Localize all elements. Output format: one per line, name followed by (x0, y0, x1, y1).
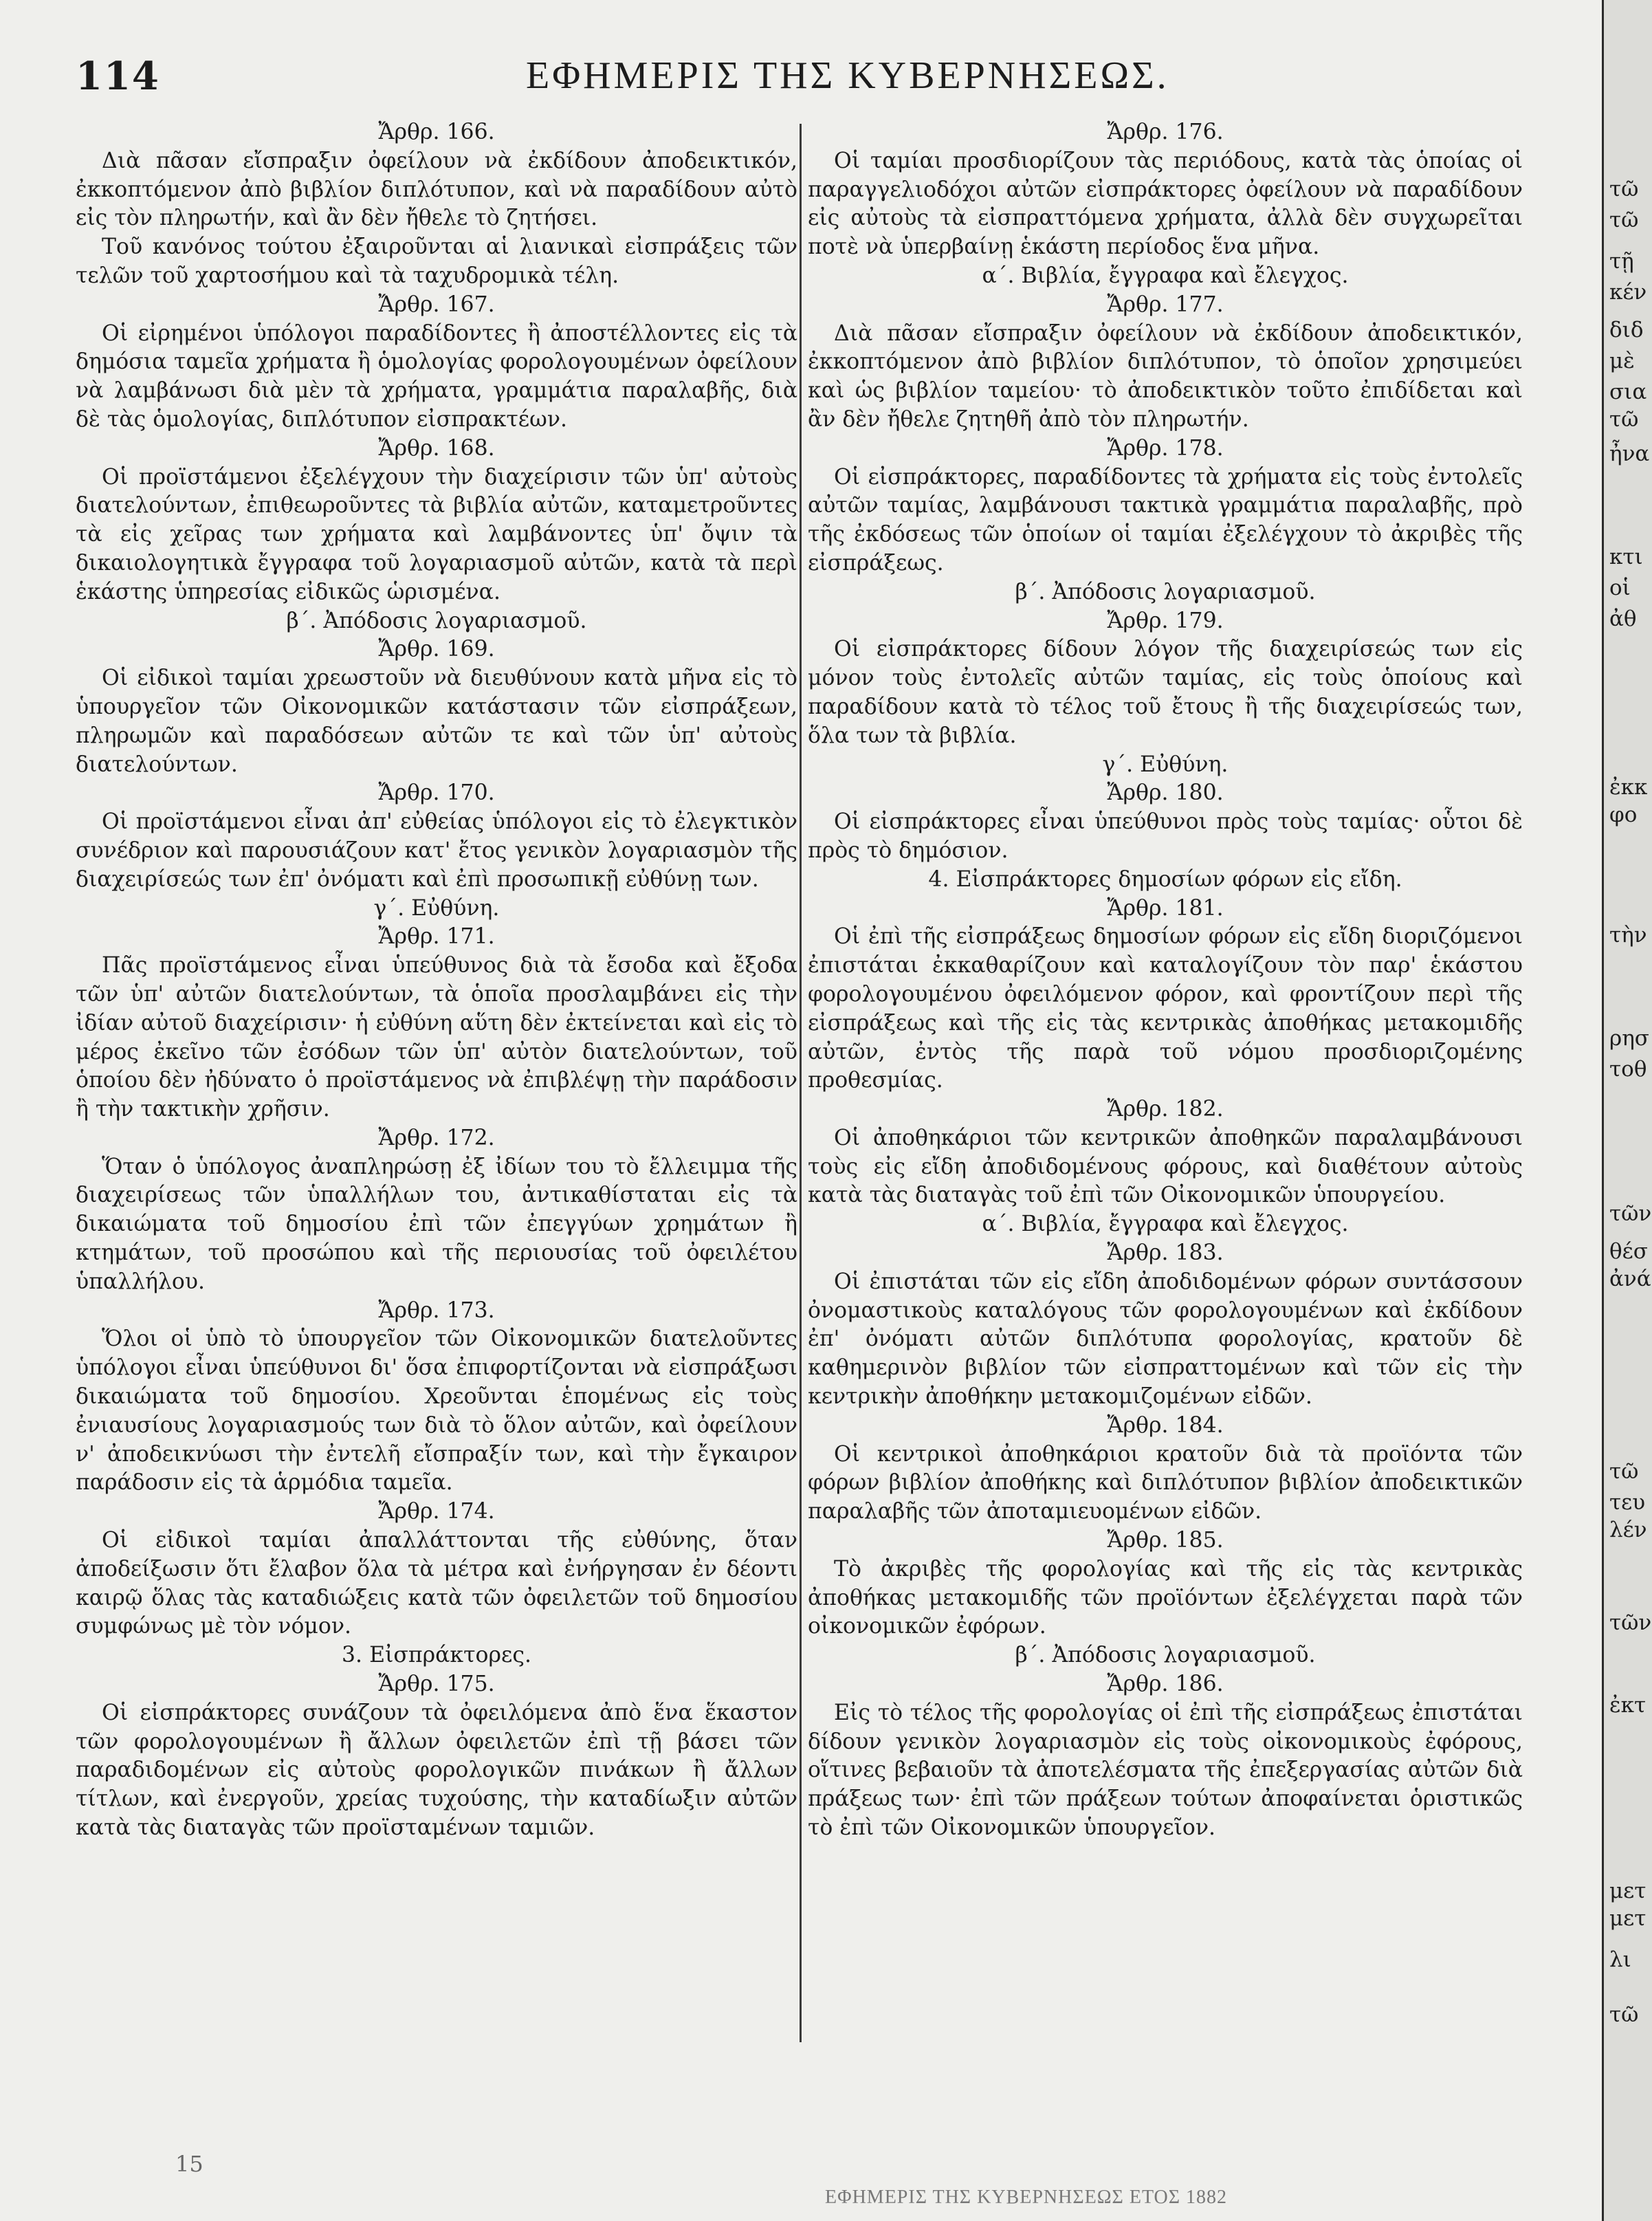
article-paragraph: Τοῦ κανόνος τούτου ἐξαιροῦνται αἱ λιανικαὶ εἰσπράξεις τῶν τελῶν τοῦ χαρτοσήμου καὶ τὰ ταχυδρομικὰ τέλη. (76, 234, 797, 288)
edge-fragment: ἐκκ (1609, 775, 1648, 800)
article-heading: Ἄρθρ. 183. (1107, 1240, 1224, 1266)
adjacent-page-edge (1602, 0, 1652, 2221)
article-paragraph: Οἱ ἐπὶ τῆς εἰσπράξεως δημοσίων φόρων εἰς εἴδη διοριζόμενοι ἐπιστάται ἐκκαθαρίζουν καὶ καταλογίζουν τὸν παρ' ἑκάστου φορολογουμένου ὀφειλόμενον φόρον, καὶ φροντίζουν περὶ τῆς εἰσπράξεως καὶ τῆς εἰς τὰς κεντρικὰς ἀποθήκας μετακομιδῆς αὐτῶν, ἐντὸς τῆς παρὰ τοῦ νόμου προσδιοριζομένης προθεσμίας. (808, 924, 1523, 1093)
article-heading: Ἄρθρ. 174. (378, 1499, 495, 1524)
article-heading: γ΄. Εὐθύνη. (373, 895, 500, 921)
article-heading: Ἄρθρ. 177. (1107, 292, 1224, 317)
article-heading: γ΄. Εὐθύνη. (1102, 752, 1229, 777)
article-paragraph: Οἱ εἰσπράκτορες δίδουν λόγον τῆς διαχειρίσεώς των εἰς μόνον τοὺς ἐντολεῖς αὐτῶν ταμίας, εἰς τοὺς ὁποίους καὶ παραδίδουν κατὰ τὸ τέλος τοῦ ἔτους ἢ τῆς διαχειρίσεώς των, ὅλα των τὰ βιβλία. (808, 637, 1523, 748)
edge-fragment: τῶ (1609, 407, 1639, 432)
edge-fragment: ἀνά (1609, 1267, 1651, 1291)
article-heading: Ἄρθρ. 170. (378, 780, 495, 806)
edge-fragment: σια (1609, 380, 1647, 404)
edge-fragment: ρησ (1609, 1026, 1649, 1051)
edge-fragment: τὴν (1609, 923, 1647, 948)
edge-fragment: λι (1609, 1947, 1631, 1972)
article-heading: Ἄρθρ. 184. (1107, 1412, 1224, 1438)
article-heading: α΄. Βιβλία, ἔγγραφα καὶ ἔλεγχος. (982, 263, 1349, 288)
article-heading: Ἄρθρ. 176. (1107, 120, 1224, 144)
article-paragraph: Τὸ ἀκριβὲς τῆς φορολογίας καὶ τῆς εἰς τὰς κεντρικὰς ἀποθήκας μετακομιδῆς τῶν προϊόντων ἐξελέγχεται παρὰ τῶν οἰκονομικῶν ἐφόρων. (808, 1556, 1523, 1639)
edge-fragment: ἦνα (1609, 441, 1650, 466)
edge-fragment: μετ (1609, 1906, 1647, 1931)
column-divider (800, 124, 802, 2042)
article-paragraph: Διὰ πᾶσαν εἴσπραξιν ὀφείλουν νὰ ἐκδίδουν ἀποδεικτικόν, ἐκκοπτόμενον ἀπὸ βιβλίον διπλότυπον, καὶ νὰ παραδίδουν αὐτὸ εἰς τὸν πληρωτήν, καὶ ἂν δὲν ἤθελε τὸ ζητήσει. (76, 148, 797, 231)
article-heading: Ἄρθρ. 181. (1107, 895, 1224, 921)
edge-fragment: τῶ (1609, 1459, 1639, 1484)
article-paragraph: Οἱ ἀποθηκάριοι τῶν κεντρικῶν ἀποθηκῶν παραλαμβάνουσι τοὺς εἰς εἴδη ἀποδιδομένους φόρους, καὶ διαθέτουν αὐτοὺς κατὰ τὰς διαταγὰς τοῦ ἐπὶ τῶν Οἰκονομικῶν ὑπουργείου. (808, 1125, 1523, 1208)
page-number: 114 (76, 54, 160, 99)
article-heading: Ἄρθρ. 173. (378, 1298, 495, 1323)
edge-fragment: τευ (1609, 1490, 1646, 1515)
article-heading: 3. Εἰσπράκτορες. (342, 1643, 531, 1668)
article-heading: Ἄρθρ. 179. (1107, 608, 1224, 633)
edge-fragment: οἱ (1609, 576, 1631, 600)
edge-fragment: τῶ (1609, 208, 1639, 232)
edge-fragment: τοθ (1609, 1057, 1647, 1082)
article-paragraph: Ὅλοι οἱ ὑπὸ τὸ ὑπουργεῖον τῶν Οἰκονομικῶν διατελοῦντες ὑπόλογοι εἶναι ὑπεύθυνοι δι' ὅσα ἐπιφορτίζονται νὰ εἰσπράξωσι δικαιώματα τοῦ δημοσίου. Χρεοῦνται ἑπομένως εἰς τοὺς ἐνιαυσίους λογαριασμούς των διὰ τὸ ὅλον αὐτῶν, καὶ ὀφείλουν ν' ἀποδεικνύωσι τὴν ἐντελῆ εἴσπραξίν των, καὶ τὴν ἔγκαιρον παράδοσιν εἰς τὰ ἁρμόδια ταμεῖα. (76, 1326, 797, 1496)
article-paragraph: Οἱ προϊστάμενοι εἶναι ἀπ' εὐθείας ὑπόλογοι εἰς τὸ ἐλεγκτικὸν συνέδριον καὶ παρουσιάζουν κατ' ἔτος γενικὸν λογαριασμὸν τῆς διαχειρίσεώς των ἐπ' ὀνόματι καὶ ἐπὶ προσωπικῇ εὐθύνῃ των. (76, 809, 797, 892)
article-heading: Ἄρθρ. 182. (1107, 1097, 1224, 1122)
edge-fragment: μετ (1609, 1879, 1647, 1903)
edge-fragment: θέσ (1609, 1239, 1648, 1264)
article-heading: Ἄρθρ. 171. (378, 924, 495, 950)
article-paragraph: Οἱ κεντρικοὶ ἀποθηκάριοι κρατοῦν διὰ τὰ προϊόντα τῶν φόρων βιβλίον ἀποθήκης καὶ διπλότυπον βιβλίον ἀποδεικτικῶν παραλαβῆς τῶν ἀποταμιευομένων εἰδῶν. (808, 1441, 1523, 1524)
edge-fragment: διδ (1609, 318, 1644, 342)
right-column (808, 118, 1523, 1843)
page-title: ΕΦΗΜΕΡΙΣ ΤΗΣ ΚΥΒΕΡΝΗΣΕΩΣ. (526, 54, 1169, 97)
running-footer: ΕΦΗΜΕΡΙΣ ΤΗΣ ΚΥΒΕΡΝΗΣΕΩΣ ΕΤΟΣ 1882 (825, 2187, 1228, 2208)
article-paragraph: Οἱ εἰσπράκτορες εἶναι ὑπεύθυνοι πρὸς τοὺς ταμίας· οὗτοι δὲ πρὸς τὸ δημόσιον. (808, 809, 1523, 863)
edge-fragment: τῶν (1609, 1610, 1652, 1635)
edge-fragment: τῶ (1609, 177, 1639, 201)
article-heading: β΄. Ἀπόδοσις λογαριασμοῦ. (1015, 579, 1316, 604)
article-paragraph: Οἱ εἰδικοὶ ταμίαι ἀπαλλάττονται τῆς εὐθύνης, ὅταν ἀποδείξωσιν ὅτι ἔλαβον ὅλα τὰ μέτρα καὶ ἐνήργησαν ἐν δέοντι καιρῷ ὅλας τὰς καταδιώξεις κατὰ τῶν ὀφειλετῶν τοῦ δημοσίου συμφώνως μὲ τὸν νόμον. (76, 1528, 797, 1639)
edge-fragment: μὲ (1609, 349, 1635, 373)
article-heading: Ἄρθρ. 167. (378, 292, 495, 317)
edge-fragment: τῇ (1609, 249, 1634, 274)
article-heading: 4. Εἰσπράκτορες δημοσίων φόρων εἰς εἴδη. (928, 866, 1402, 892)
article-heading: α΄. Βιβλία, ἔγγραφα καὶ ἔλεγχος. (982, 1212, 1349, 1237)
article-heading: Ἄρθρ. 178. (1107, 435, 1224, 461)
article-paragraph: Οἱ ταμίαι προσδιορίζουν τὰς περιόδους, κατὰ τὰς ὁποίας οἱ παραγγελιοδόχοι αὐτῶν εἰσπράκτορες ὀφείλουν νὰ παραδίδουν εἰς αὐτοὺς τὰ εἰσπραττόμενα χρήματα, ἀλλὰ δὲν συγχωρεῖται ποτὲ νὰ ὑπερβαίνῃ ἑκάστη περίοδος ἕνα μῆνα. (808, 148, 1523, 260)
article-paragraph: Οἱ εἰσπράκτορες συνάζουν τὰ ὀφειλόμενα ἀπὸ ἕνα ἕκαστον τῶν φορολογουμένων ἢ ἄλλων ὀφειλετῶν ἐπὶ τῇ βάσει τῶν παραδιδομένων εἰς αὐτοὺς φορολογικῶν πινάκων ἢ ἄλλων τίτλων, καὶ ἐνεργοῦν, χρείας τυχούσης, τὴν καταδίωξιν αὐτῶν κατὰ τὰς διαταγὰς τῶν προϊσταμένων ταμιῶν. (76, 1700, 797, 1841)
article-heading: Ἄρθρ. 180. (1107, 780, 1224, 806)
page-header (76, 54, 1485, 102)
article-paragraph: Εἰς τὸ τέλος τῆς φορολογίας οἱ ἐπὶ τῆς εἰσπράξεως ἐπιστάται δίδουν γενικὸν λογαριασμὸν εἰς τοὺς οἰκονομικοὺς ἐφόρους, οἵτινες βεβαιοῦν τὰ ἀποτελέσματα τῆς ἐπεξεργασίας αὐτῶν διὰ πράξεως των· ἐπὶ τῶν πράξεων τούτων ἀποφαίνεται ὁριστικῶς τὸ ἐπὶ τῶν Οἰκονομικῶν ὑπουργεῖον. (808, 1700, 1523, 1841)
edge-fragment: φο (1609, 802, 1638, 827)
article-heading: Ἄρθρ. 175. (378, 1672, 495, 1697)
article-heading: Ἄρθρ. 185. (1107, 1528, 1224, 1553)
article-heading: Ἄρθρ. 166. (378, 120, 495, 144)
edge-fragment: λέν (1609, 1518, 1647, 1542)
article-paragraph: Διὰ πᾶσαν εἴσπραξιν ὀφείλουν νὰ ἐκδίδουν ἀποδεικτικόν, ἐκκοπτόμενον ἀπὸ βιβλίον διπλότυπον, τὸ ὁποῖον χρησιμεύει καὶ ὡς βιβλίον ταμείου· τὸ ἀποδεικτικὸν τοῦτο ἐπιδίδεται καὶ ἂν δὲν ἤθελε ζητηθῆ ἀπὸ τὸν πληρωτήν. (808, 320, 1523, 432)
article-paragraph: Οἱ εἰρημένοι ὑπόλογοι παραδίδοντες ἢ ἀποστέλλοντες εἰς τὰ δημόσια ταμεῖα χρήματα ἢ ὁμολογίας φορολογουμένων ὀφείλουν νὰ λαμβάνωσι διὰ μὲν τὰ χρήματα, γραμμάτια παραλαβῆς, διὰ δὲ τὰς ὁμολογίας, διπλότυπον εἰσπρακτέων. (76, 320, 797, 432)
article-heading: Ἄρθρ. 172. (378, 1125, 495, 1150)
edge-fragment: ἀθ (1609, 606, 1637, 631)
edge-fragment: ἐκτ (1609, 1693, 1647, 1718)
article-heading: Ἄρθρ. 168. (378, 435, 495, 461)
article-paragraph: Οἱ εἰσπράκτορες, παραδίδοντες τὰ χρήματα εἰς τοὺς ἐντολεῖς αὐτῶν ταμίας, λαμβάνουσι τακτικὰ γραμμάτια παραλαβῆς, πρὸ τῆς ἐκδόσεως τῶν ὁποίων οἱ ταμίαι ἐξελέγχουν τὸ ἀκριβὲς τῆς εἰσπράξεως. (808, 464, 1523, 576)
article-paragraph: Ὅταν ὁ ὑπόλογος ἀναπληρώσῃ ἐξ ἰδίων του τὸ ἔλλειμμα τῆς διαχειρίσεως τῶν ὑπαλλήλων του, ἀντικαθίσταται εἰς τὰ δικαιώματα τοῦ δημοσίου ἐπὶ τῶν ἐπεγγύων χρημάτων ἢ κτημάτων, τοῦ προσώπου καὶ τῆς περιουσίας τοῦ ὀφειλέτου ὑπαλλήλου. (76, 1154, 797, 1294)
article-paragraph: Οἱ ἐπιστάται τῶν εἰς εἴδη ἀποδιδομένων φόρων συντάσσουν ὀνομαστικοὺς καταλόγους τῶν φορολογουμένων καὶ ἐκδίδουν ἐπ' ὀνόματι αὐτῶν διπλότυπα φορολογίας, κρατοῦν δὲ καθημερινὸν βιβλίον τῶν εἰσπραττομένων καὶ τῶν εἰς τὴν κεντρικὴν ἀποθήκην μετακομιζομένων εἰδῶν. (808, 1269, 1523, 1410)
article-heading: β΄. Ἀπόδοσις λογαριασμοῦ. (286, 608, 587, 633)
edge-fragment: κτι (1609, 545, 1643, 569)
article-paragraph: Πᾶς προϊστάμενος εἶναι ὑπεύθυνος διὰ τὰ ἔσοδα καὶ ἔξοδα τῶν ὑπ' αὐτῶν διατελούντων, τὰ ὁποῖα προσλαμβάνει εἰς τὴν ἰδίαν αὐτοῦ διαχείρισιν· ἡ εὐθύνη αὕτη δὲν ἐκτείνεται καὶ εἰς τὸ μέρος ἐκεῖνο τῶν ἐσόδων τῶν ὑπ' αὐτὸν διατελούντων, τοῦ ὁποίου δὲν ἠδύνατο ὁ προϊστάμενος νὰ ἐπιβλέψῃ τὴν παράδοσιν ἢ τὴν τακτικὴν χρῆσιν. (76, 953, 797, 1122)
edge-fragment: τῶν (1609, 1201, 1652, 1226)
article-heading: Ἄρθρ. 169. (378, 637, 495, 662)
edge-fragment: κέν (1609, 280, 1647, 305)
article-paragraph: Οἱ εἰδικοὶ ταμίαι χρεωστοῦν νὰ διευθύνουν κατὰ μῆνα εἰς τὸ ὑπουργεῖον τῶν Οἰκονομικῶν κατάστασιν τῶν εἰσπράξεων, πληρωμῶν καὶ παραδόσεων αὐτῶν τε καὶ τῶν ὑπ' αὐτοὺς διατελούντων. (76, 666, 797, 777)
article-heading: β΄. Ἀπόδοσις λογαριασμοῦ. (1015, 1643, 1316, 1668)
article-heading: Ἄρθρ. 186. (1107, 1672, 1224, 1697)
edge-fragment: τῶ (1609, 2002, 1639, 2027)
left-column (76, 118, 797, 1843)
page-signature: 15 (175, 2151, 203, 2177)
article-paragraph: Οἱ προϊστάμενοι ἐξελέγχουν τὴν διαχείρισιν τῶν ὑπ' αὐτοὺς διατελούντων, ἐπιθεωροῦντες τὰ βιβλία αὐτῶν, καταμετροῦντες τὰ εἰς χεῖρας των χρήματα καὶ λαμβάνοντες ὑπ' ὄψιν τὰ δικαιολογητικὰ ἔγγραφα τοῦ λογαριασμοῦ αὐτῶν, κατὰ τὰ περὶ ἑκάστης ὑπηρεσίας εἰδικῶς ὡρισμένα. (76, 464, 797, 604)
